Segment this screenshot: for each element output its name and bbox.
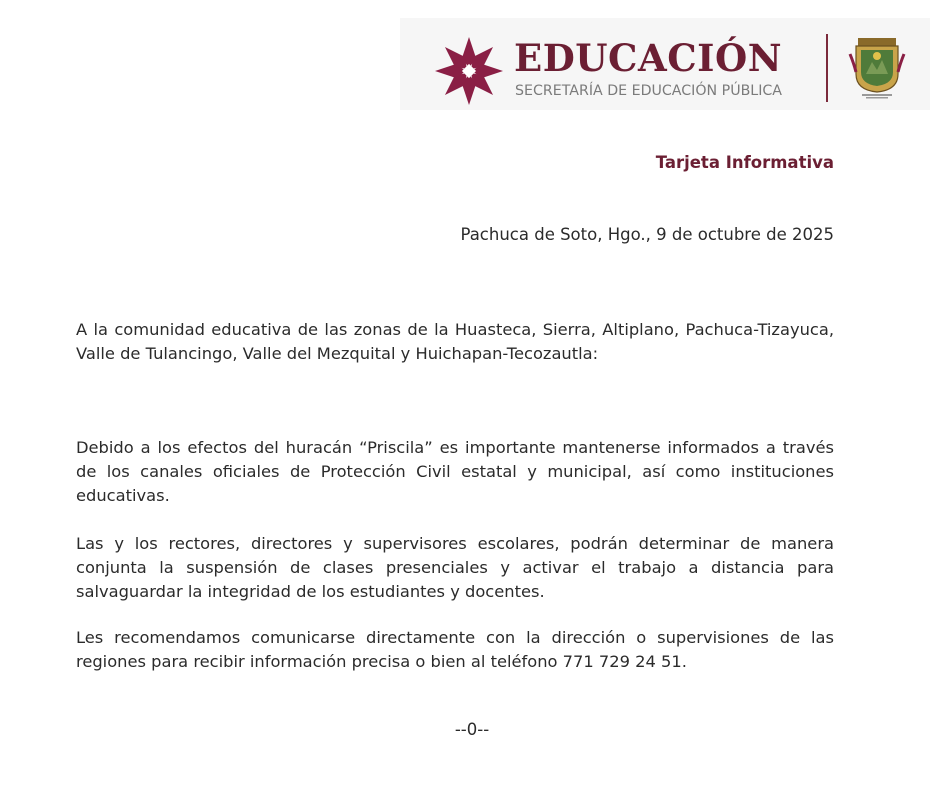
logo-title: EDUCACIÓN: [514, 36, 783, 80]
closing-mark: --0--: [454, 720, 490, 739]
document-heading: Tarjeta Informativa: [655, 153, 834, 172]
paragraph-class-suspension: Las y los rectores, directores y supervisores escolares, podrán determinar de manera conjunta la suspensión de clases presenciales y activar el trabajo a distancia para salvaguardar la integridad de los estudiantes y docentes.: [76, 534, 834, 601]
paragraph-hurricane-notice: Debido a los efectos del huracán “Priscila” es importante mantenerse informados a través de los canales oficiales de Protección Civil estatal y municipal, así como instituciones educativas.: [76, 438, 834, 505]
dateline: Pachuca de Soto, Hgo., 9 de octubre de 2025: [460, 225, 834, 244]
star-flower-icon: [432, 34, 506, 108]
paragraph-contact: Les recomendamos comunicarse directamente con la dirección o supervisiones de las regiones para recibir información precisa o bien al teléfono 771 729 24 51.: [76, 628, 834, 671]
logo-divider: [826, 34, 828, 102]
paragraph-addressee: A la comunidad educativa de las zonas de la Huasteca, Sierra, Altiplano, Pachuca-Tizayuca, Valle de Tulancingo, Valle del Mezquital y Huichapan-Tecozautla:: [76, 320, 834, 363]
logo-subtitle: SECRETARÍA DE EDUCACIÓN PÚBLICA: [515, 83, 783, 99]
state-coat-of-arms-icon: [848, 34, 906, 100]
